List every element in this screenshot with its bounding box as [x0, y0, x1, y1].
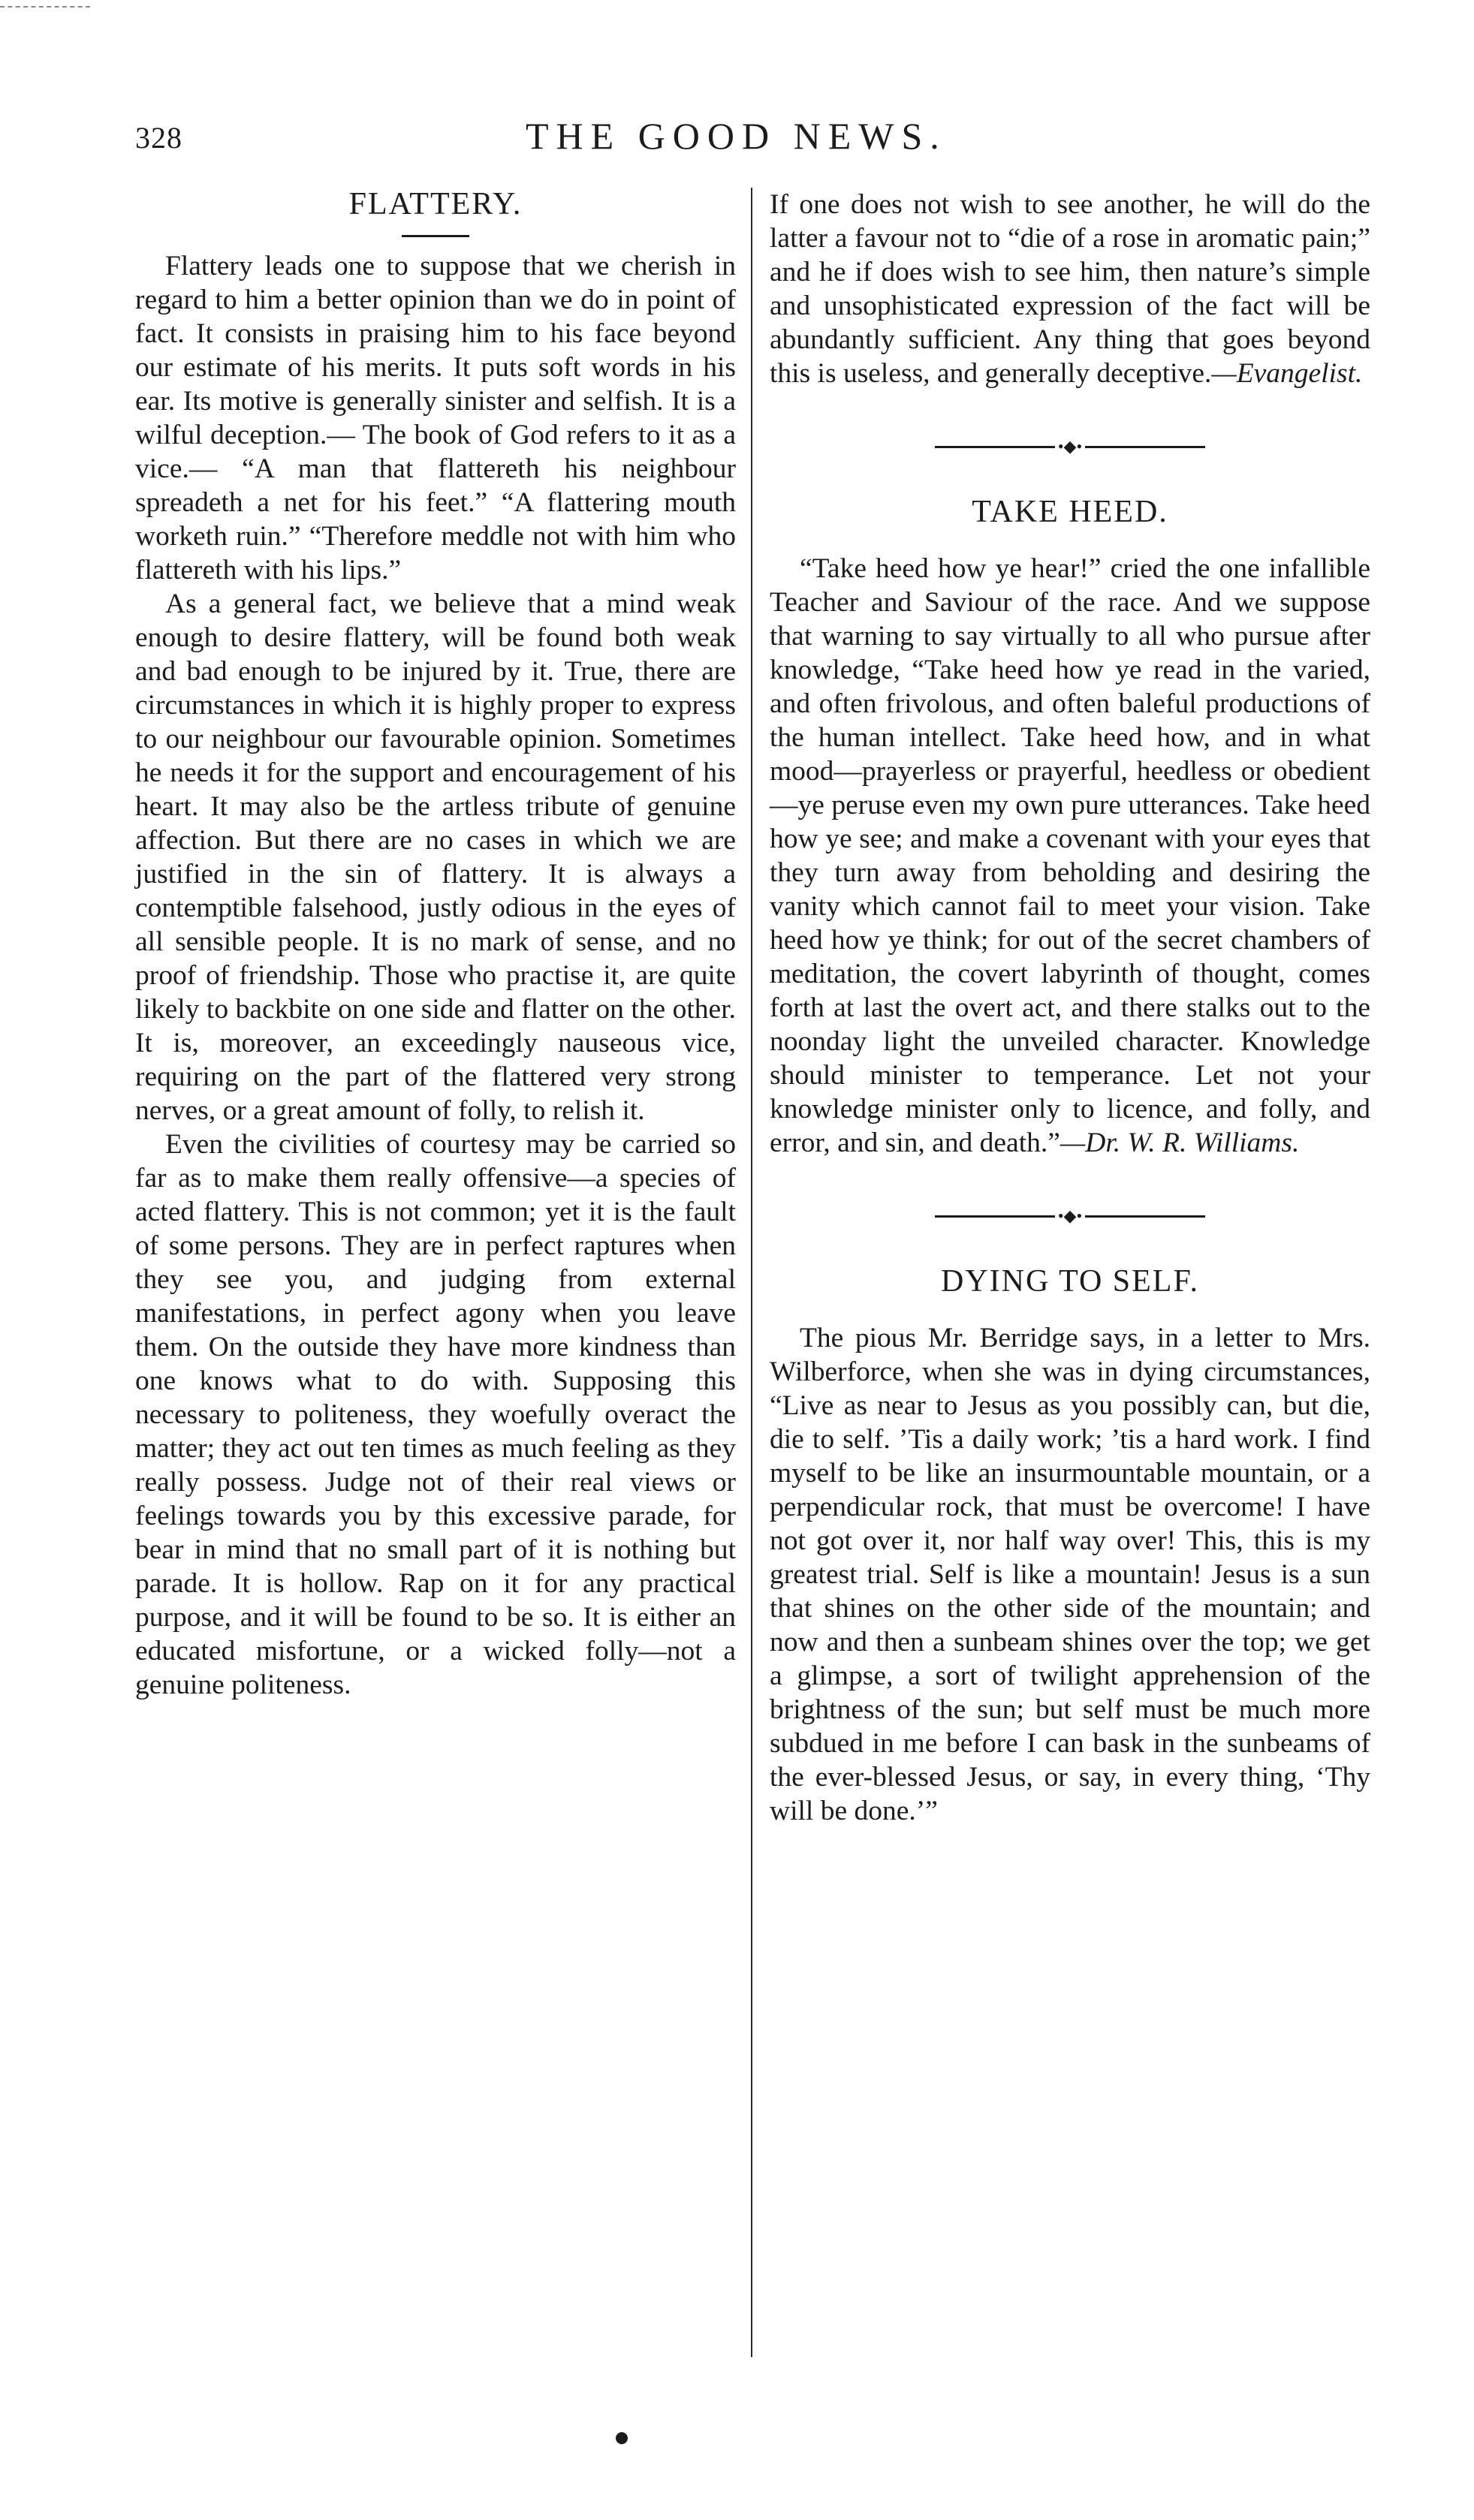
section-ornament-2 — [935, 1205, 1205, 1227]
article-title-take-heed: TAKE HEED. — [972, 495, 1168, 529]
ornament-line-right — [1085, 446, 1205, 448]
spacer — [770, 529, 1370, 552]
ornament-line-right — [1085, 1215, 1205, 1218]
page-header — [135, 114, 1412, 174]
article-title-flattery: FLATTERY. — [348, 187, 523, 221]
title-rule — [402, 235, 469, 237]
ornament-mark: •◆• — [1057, 437, 1083, 456]
flattery-paragraph-4-text: If one does not wish to see another, he will do the latter a favour not to “die of a rose in aromatic pain;” and he if does wish to see him, then nature’s simple and unsophisticated expression of the fact will be abundantly sufficient. Any thing that goes beyond this is useless, and generally deceptive. — [770, 189, 1370, 389]
flattery-signature: —Evangelist. — [1211, 358, 1363, 389]
corner-mark — [0, 6, 90, 8]
ornament-line-left — [935, 446, 1055, 448]
left-column — [135, 188, 736, 1702]
ornament-mark: •◆• — [1057, 1206, 1083, 1225]
right-column — [770, 188, 1370, 1828]
ornament-line-left — [935, 1215, 1055, 1218]
flattery-paragraph-4 — [770, 188, 1370, 390]
dying-to-self-paragraph: The pious Mr. Berridge says, in a letter to Mrs. Wilberforce, when she was in dying circumstances, “Live as near to Jesus as you possibly can, but die, die to self. ’Tis a daily work; ’tis a hard work. I find myself to be like an insurmountable mountain, or a perpendicular rock, that must be overcome! I have not got over it, nor half way over! This, this is my greatest trial. Self is like a mountain! Jesus is a sun that shines on the other side of the mountain; and now and then a sunbeam shines over the top; we get a glimpse, a sort of twilight apprehension of the brightness of the sun; but self must be much more subdued in me before I can bask in the sunbeams of the ever-blessed Jesus, or say, in every thing, ‘Thy will be done.’” — [770, 1323, 1370, 1826]
column-divider — [751, 188, 752, 2357]
running-title: THE GOOD NEWS. — [526, 115, 947, 157]
page-footer-mark — [616, 2432, 628, 2444]
flattery-paragraph-1: Flattery leads one to suppose that we cherish in regard to him a better opinion than we do in point of fact. It consists in praising him to his face beyond our estimate of his merits. It puts soft words in his ear. Its motive is generally sinister and selfish. It is a wilful deception.— The book of God refers to it as a vice.— “A man that flattereth his neighbour spreadeth a net for his feet.” “A flattering mouth worketh ruin.” “Therefore meddle not with him who flattereth with his lips.” — [135, 251, 736, 586]
flattery-paragraph-2: As a general fact, we believe that a mind weak enough to desire flattery, will be found both weak and bad enough to be injured by it. True, there are circumstances in which it is highly proper to express to our neighbour our favourable opinion. Sometimes he needs it for the support and encouragement of his heart. It may also be the artless tribute of genuine affection. But there are no cases in which we are justified in the sin of flattery. It is always a contemptible falsehood, justly odious in the eyes of all sensible people. It is no mark of sense, and no proof of friendship. Those who practise it, are quite likely to backbite on one side and flatter on the other. It is, moreover, an exceedingly nauseous vice, requiring on the part of the flattered very strong nerves, or a great amount of folly, to relish it. — [135, 589, 736, 1126]
flattery-paragraph-3: Even the civilities of courtesy may be carried so far as to make them really offensive—a species of acted flattery. This is not common; yet it is the fault of some persons. They are in perfect raptures when they see you, and judging from external manifestations, in perfect agony when you leave them. On the outside they have more kindness than one knows what to do with. Supposing this necessary to politeness, they woefully overact the matter; they act out ten times as much feeling as they really possess. Judge not of their real views or feelings towards you by this excessive parade, for bear in mind that no small part of it is nothing but parade. It is hollow. Rap on it for any practical purpose, and it will be found to be so. It is either an educated misfortune, or a wicked folly—not a genuine politeness. — [135, 1129, 736, 1700]
page-number: 328 — [135, 121, 182, 155]
take-heed-signature: —Dr. W. R. Williams. — [1060, 1128, 1300, 1158]
spacer — [770, 1299, 1370, 1321]
take-heed-text: “Take heed how ye hear!” cried the one infallible Teacher and Saviour of the race. And we suppose that warning to say virtually to all who pursue after knowledge, “Take heed how ye read in the varied, and often frivolous, and often baleful productions of the human intellect. Take heed how, and in what mood—prayerless or prayerful, heedless or obedient—ye peruse even my own pure utterances. Take heed how ye see; and make a covenant with your eyes that they turn away from beholding and desiring the vanity which cannot fail to meet your vision. Take heed how ye think; for out of the secret chambers of meditation, the covert labyrinth of thought, comes forth at last the overt act, and there stalks out to the noonday light the unveiled character. Knowledge should minister to temperance. Let not your knowledge minister only to licence, and folly, and error, and sin, and death.” — [770, 553, 1370, 1158]
section-ornament — [935, 435, 1205, 458]
article-title-dying-to-self: DYING TO SELF. — [941, 1264, 1199, 1299]
take-heed-paragraph — [770, 552, 1370, 1160]
